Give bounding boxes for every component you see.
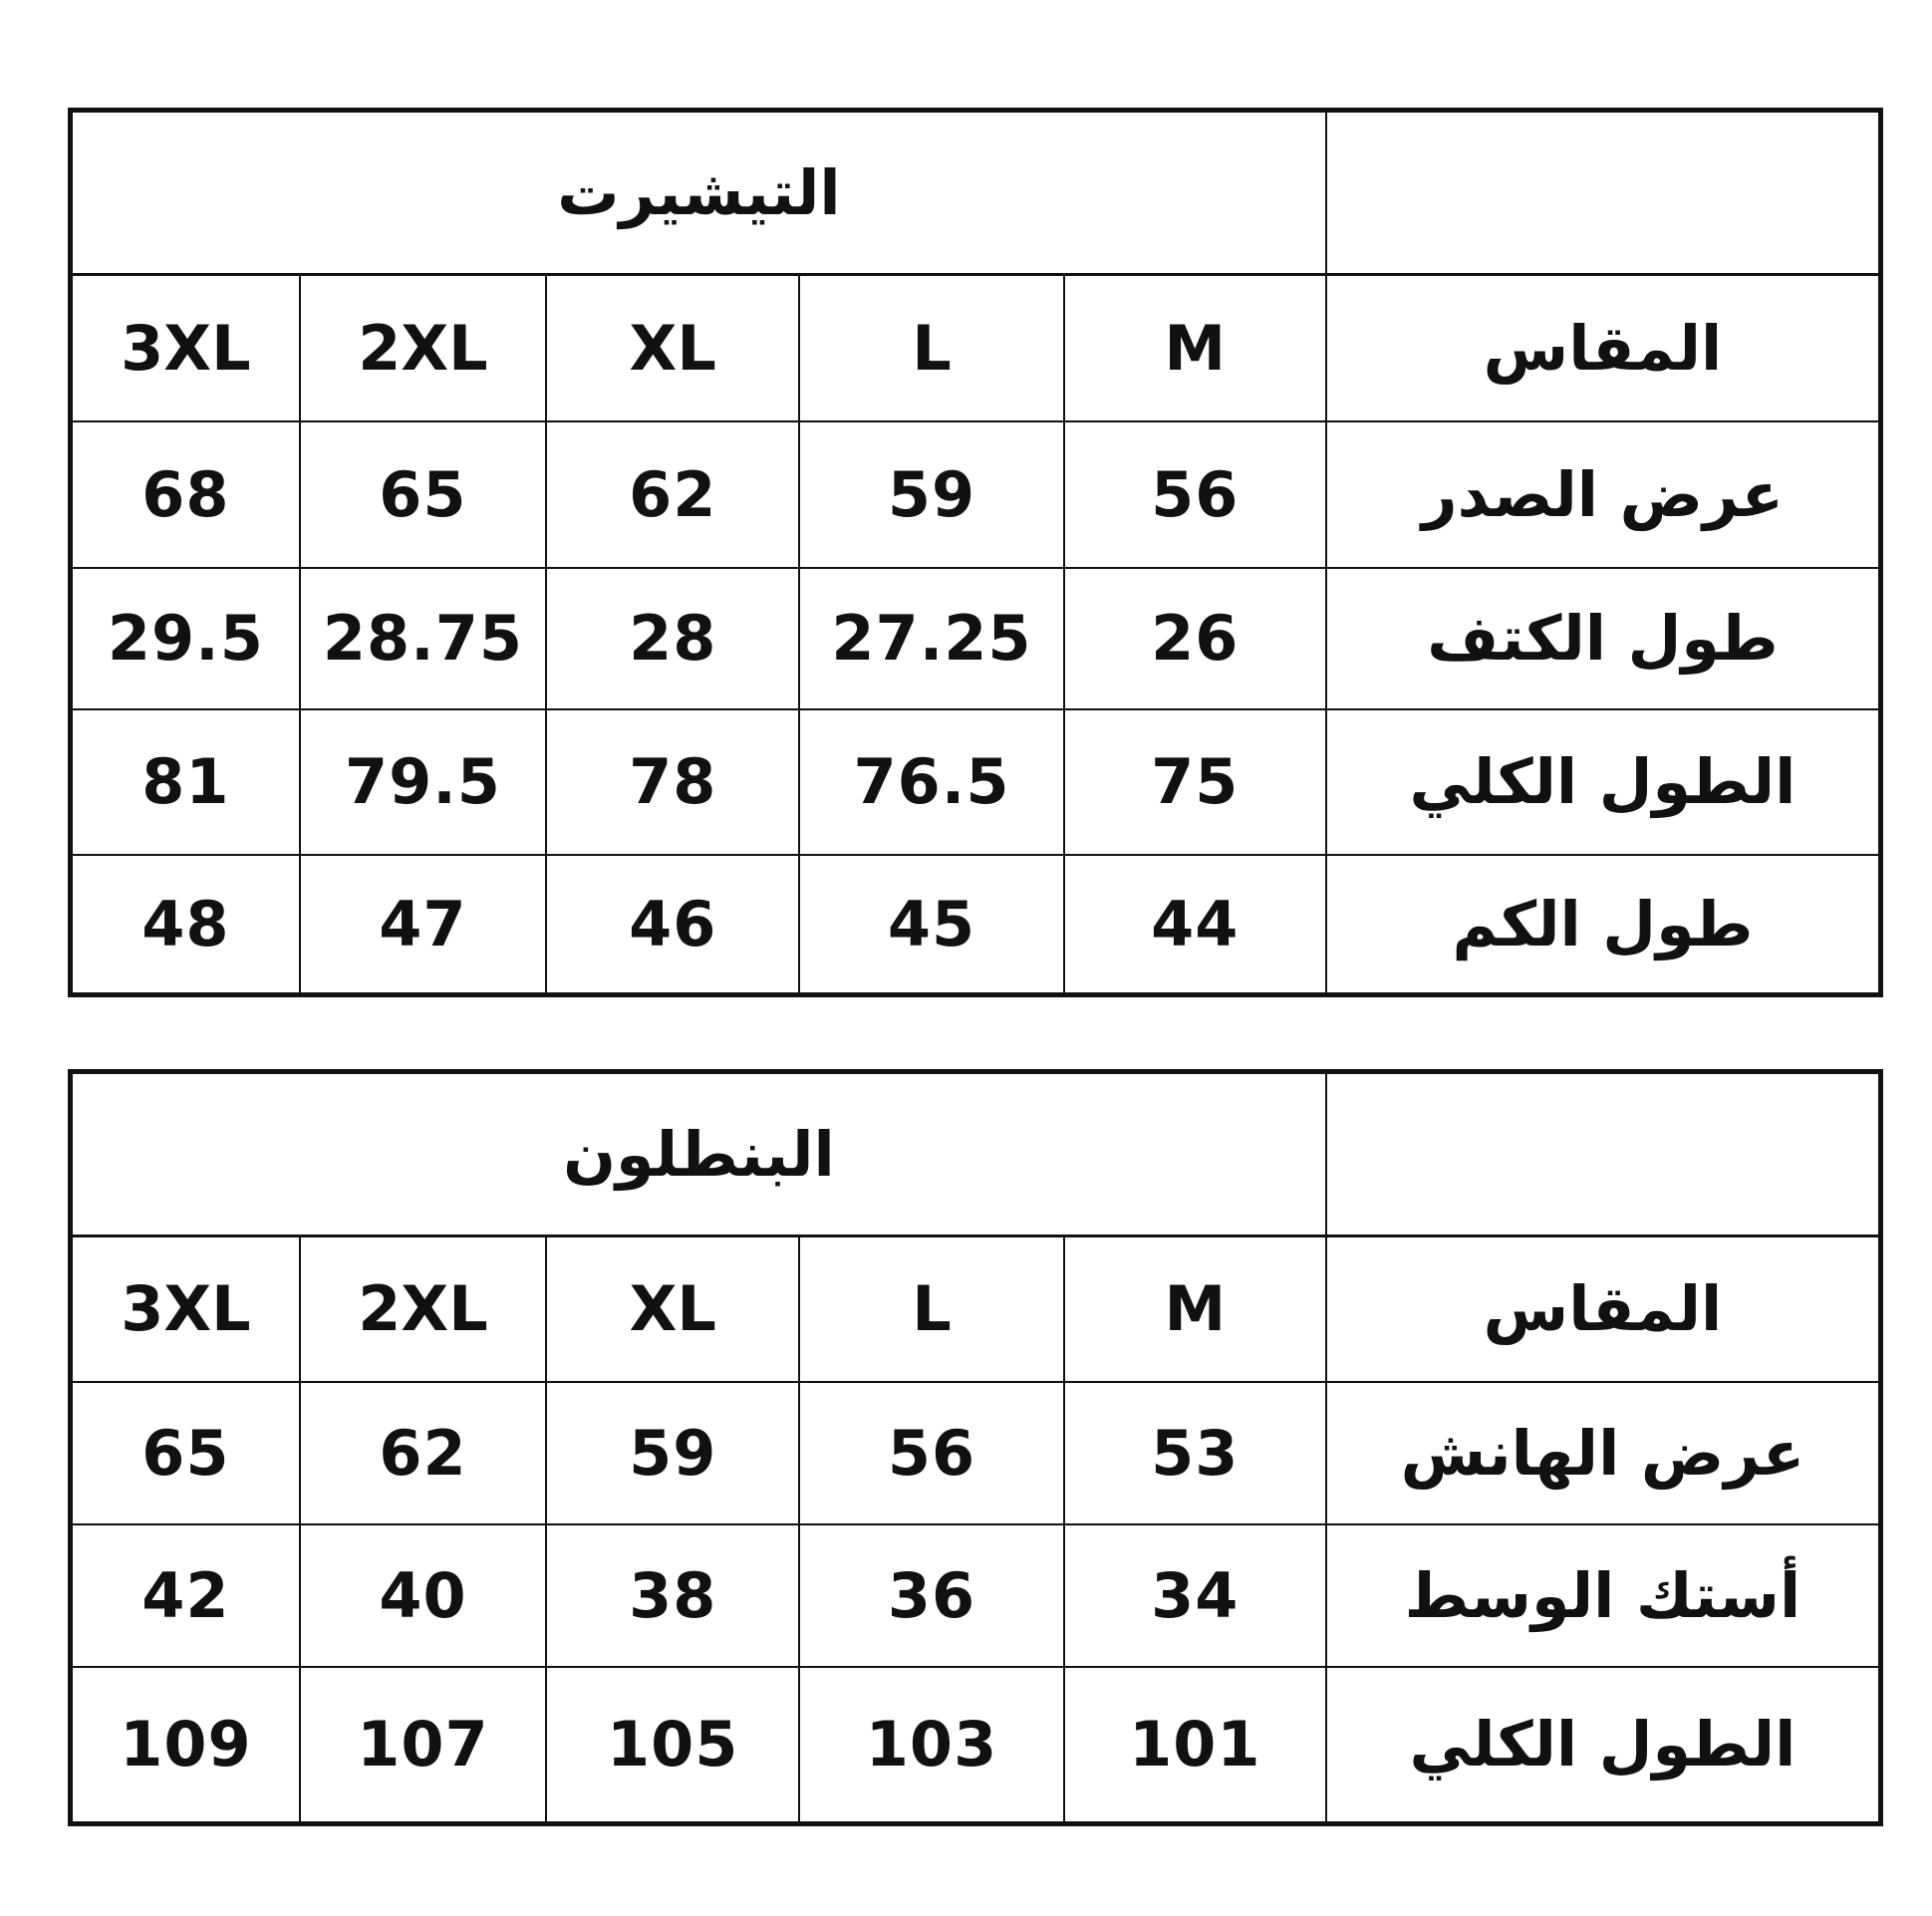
table-cell: 62 (546, 421, 799, 568)
table-cell: 65 (71, 1382, 300, 1524)
table-cell: 107 (300, 1667, 546, 1824)
pants-size-label: المقاس (1326, 1236, 1881, 1382)
tshirt-header-row (71, 275, 1881, 421)
table-cell: 34 (1064, 1524, 1326, 1667)
table-cell: 75 (1064, 709, 1326, 855)
pants-title-row (71, 1072, 1881, 1236)
table-cell: 76.5 (799, 709, 1063, 855)
tshirt-corner-cell (1326, 111, 1881, 275)
table-cell: 38 (546, 1524, 799, 1667)
pants-title: البنطلون (71, 1072, 1326, 1236)
pants-row-label: الطول الكلي (1326, 1667, 1881, 1824)
tshirt-title: التيشيرت (71, 111, 1326, 275)
pants-row-label: عرض الهانش (1326, 1382, 1881, 1524)
tshirt-row-shoulder (71, 568, 1881, 709)
pants-size-l: L (799, 1236, 1063, 1382)
tshirt-row-label: الطول الكلي (1326, 709, 1881, 855)
table-cell: 103 (799, 1667, 1063, 1824)
tshirt-row-length (71, 709, 1881, 855)
table-cell: 28.75 (300, 568, 546, 709)
table-cell: 62 (300, 1382, 546, 1524)
table-cell: 105 (546, 1667, 799, 1824)
tshirt-size-m: M (1064, 275, 1326, 421)
table-cell: 78 (546, 709, 799, 855)
table-cell: 29.5 (71, 568, 300, 709)
table-cell: 40 (300, 1524, 546, 1667)
tshirt-row-label: عرض الصدر (1326, 421, 1881, 568)
table-cell: 79.5 (300, 709, 546, 855)
table-cell: 27.25 (799, 568, 1063, 709)
tshirt-size-table (68, 108, 1883, 997)
table-cell: 28 (546, 568, 799, 709)
table-cell: 101 (1064, 1667, 1326, 1824)
pants-size-3xl: 3XL (71, 1236, 300, 1382)
table-cell: 42 (71, 1524, 300, 1667)
tshirt-size-xl: XL (546, 275, 799, 421)
table-cell: 68 (71, 421, 300, 568)
pants-row-label: أستك الوسط (1326, 1524, 1881, 1667)
tshirt-size-l: L (799, 275, 1063, 421)
table-cell: 47 (300, 855, 546, 995)
tshirt-size-2xl: 2XL (300, 275, 546, 421)
tshirt-row-chest (71, 421, 1881, 568)
table-cell: 45 (799, 855, 1063, 995)
table-cell: 48 (71, 855, 300, 995)
table-cell: 81 (71, 709, 300, 855)
table-cell: 109 (71, 1667, 300, 1824)
pants-row-hip (71, 1382, 1881, 1524)
tshirt-row-label: طول الكتف (1326, 568, 1881, 709)
table-cell: 65 (300, 421, 546, 568)
tshirt-size-3xl: 3XL (71, 275, 300, 421)
pants-row-waist (71, 1524, 1881, 1667)
table-cell: 56 (799, 1382, 1063, 1524)
table-cell: 26 (1064, 568, 1326, 709)
table-cell: 53 (1064, 1382, 1326, 1524)
pants-header-row (71, 1236, 1881, 1382)
table-cell: 56 (1064, 421, 1326, 568)
pants-size-2xl: 2XL (300, 1236, 546, 1382)
table-cell: 44 (1064, 855, 1326, 995)
tshirt-size-label: المقاس (1326, 275, 1881, 421)
table-cell: 59 (799, 421, 1063, 568)
pants-size-m: M (1064, 1236, 1326, 1382)
pants-row-length (71, 1667, 1881, 1824)
tshirt-row-sleeve (71, 855, 1881, 995)
table-cell: 59 (546, 1382, 799, 1524)
pants-corner-cell (1326, 1072, 1881, 1236)
table-cell: 46 (546, 855, 799, 995)
tshirt-row-label: طول الكم (1326, 855, 1881, 995)
pants-size-xl: XL (546, 1236, 799, 1382)
pants-size-table (68, 1069, 1883, 1826)
tshirt-title-row (71, 111, 1881, 275)
table-cell: 36 (799, 1524, 1063, 1667)
